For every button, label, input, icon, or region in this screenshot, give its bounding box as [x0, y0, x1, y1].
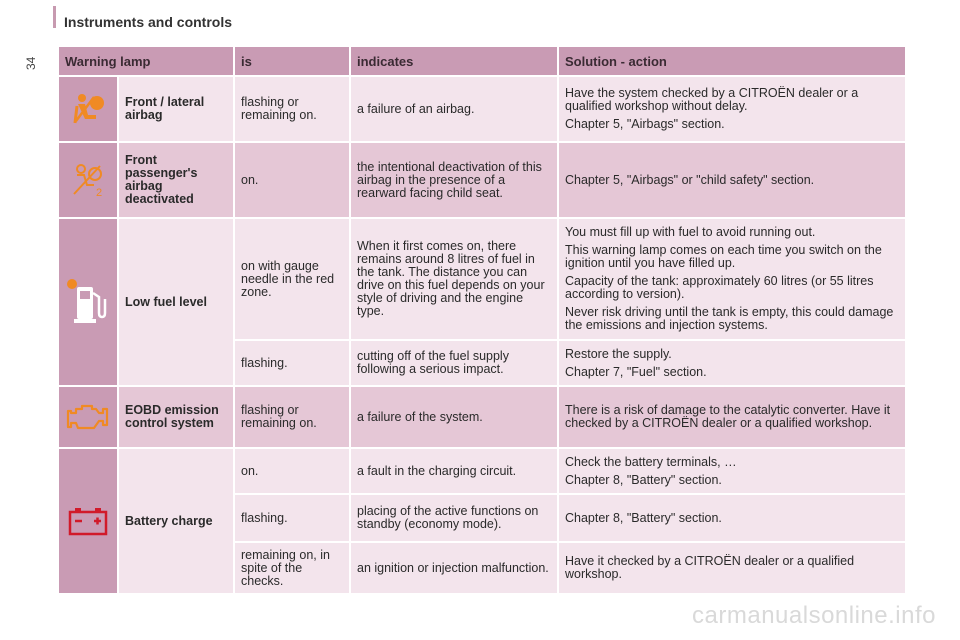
solution-text: Restore the supply. — [565, 346, 672, 361]
lamp-icon-cell — [59, 77, 117, 141]
solution-text: There is a risk of damage to the catalytic converter. Have it checked by a CITROËN dealer or a qualified workshop. — [565, 403, 891, 430]
table-row — [59, 387, 905, 447]
lamp-icon-cell — [59, 219, 117, 385]
lamp-solution — [559, 77, 905, 141]
lamp-indication: a failure of an airbag. — [351, 77, 557, 141]
lamp-solution — [559, 341, 905, 385]
solution-text: This warning lamp comes on each time you switch on the ignition until you have filled up. — [565, 243, 882, 270]
watermark: carmanualsonline.info — [692, 602, 936, 629]
lamp-indication: a failure of the system. — [351, 387, 557, 447]
lamp-name: Front / lateral airbag — [119, 77, 233, 141]
solution-text: Check the battery terminals, … — [565, 454, 737, 469]
lamp-state: flashing or remaining on. — [235, 77, 349, 141]
column-header-warning-lamp: Warning lamp — [59, 47, 233, 75]
column-header-indicates: indicates — [351, 47, 557, 75]
lamp-state: on. — [235, 143, 349, 217]
section-title: Instruments and controls — [64, 14, 233, 30]
lamp-solution — [559, 143, 905, 217]
lamp-state: on. — [235, 449, 349, 493]
lamp-solution — [559, 219, 905, 339]
lamp-indication: When it first comes on, there remains around 8 litres of fuel in the tank. The distance you can drive on this fuel depends on your style of driving and the engine type. — [351, 219, 557, 339]
solution-text: Never risk driving until the tank is empty, this could damage the emissions and injection systems. — [565, 305, 894, 332]
lamp-state: flashing. — [235, 495, 349, 541]
lamp-state: on with gauge needle in the red zone. — [235, 219, 349, 339]
lamp-solution — [559, 387, 905, 447]
table-row — [59, 77, 905, 141]
lamp-icon-cell — [59, 449, 117, 593]
lamp-solution — [559, 543, 905, 593]
lamp-indication: the intentional deactivation of this airbag in the presence of a rearward facing child seat. — [351, 143, 557, 217]
lamp-indication: placing of the active functions on standby (economy mode). — [351, 495, 557, 541]
lamp-solution — [559, 495, 905, 541]
lamp-state: flashing. — [235, 341, 349, 385]
solution-text: Chapter 8, "Battery" section. — [565, 510, 722, 525]
lamp-indication: cutting off of the fuel supply following a serious impact. — [351, 341, 557, 385]
lamp-state: remaining on, in spite of the checks. — [235, 543, 349, 593]
lamp-name: Battery charge — [119, 449, 233, 593]
lamp-name: Front passenger's airbag deactivated — [119, 143, 233, 217]
solution-text: Have the system checked by a CITROËN dealer or a qualified workshop without delay. — [565, 86, 859, 113]
lamp-name: EOBD emission control system — [119, 387, 233, 447]
lamp-icon-cell — [59, 143, 117, 217]
solution-text: Chapter 8, "Battery" section. — [565, 472, 722, 487]
lamp-icon-cell — [59, 387, 117, 447]
solution-text: Chapter 5, "Airbags" section. — [565, 117, 725, 131]
page-accent-bar — [53, 6, 56, 28]
lamp-state: flashing or remaining on. — [235, 387, 349, 447]
lamp-indication: an ignition or injection malfunction. — [351, 543, 557, 593]
svg-text:2: 2 — [96, 187, 103, 199]
table-row — [59, 219, 905, 339]
solution-text: Chapter 5, "Airbags" or "child safety" section. — [565, 172, 815, 187]
table-row — [59, 449, 905, 493]
engine-icon — [66, 401, 110, 433]
lamp-solution — [559, 449, 905, 493]
column-header-solution: Solution - action — [559, 47, 905, 75]
airbag-icon — [68, 89, 108, 129]
solution-text: You must fill up with fuel to avoid running out. — [565, 225, 816, 239]
lamp-indication: a fault in the charging circuit. — [351, 449, 557, 493]
column-header-is: is — [235, 47, 349, 75]
solution-text: Capacity of the tank: approximately 60 litres (or 55 litres according to version). — [565, 274, 874, 301]
warning-lamps-table — [57, 45, 907, 595]
lamp-name: Low fuel level — [119, 219, 233, 385]
solution-text: Have it checked by a CITROËN dealer or a qualified workshop. — [565, 554, 855, 581]
table-header-row — [59, 47, 905, 75]
fuel-pump-icon — [65, 277, 111, 327]
table-row — [59, 143, 905, 217]
solution-text: Chapter 7, "Fuel" section. — [565, 364, 707, 379]
battery-icon — [67, 506, 109, 536]
passenger-airbag-off-icon — [68, 160, 108, 200]
page-number: 34 — [24, 56, 38, 70]
